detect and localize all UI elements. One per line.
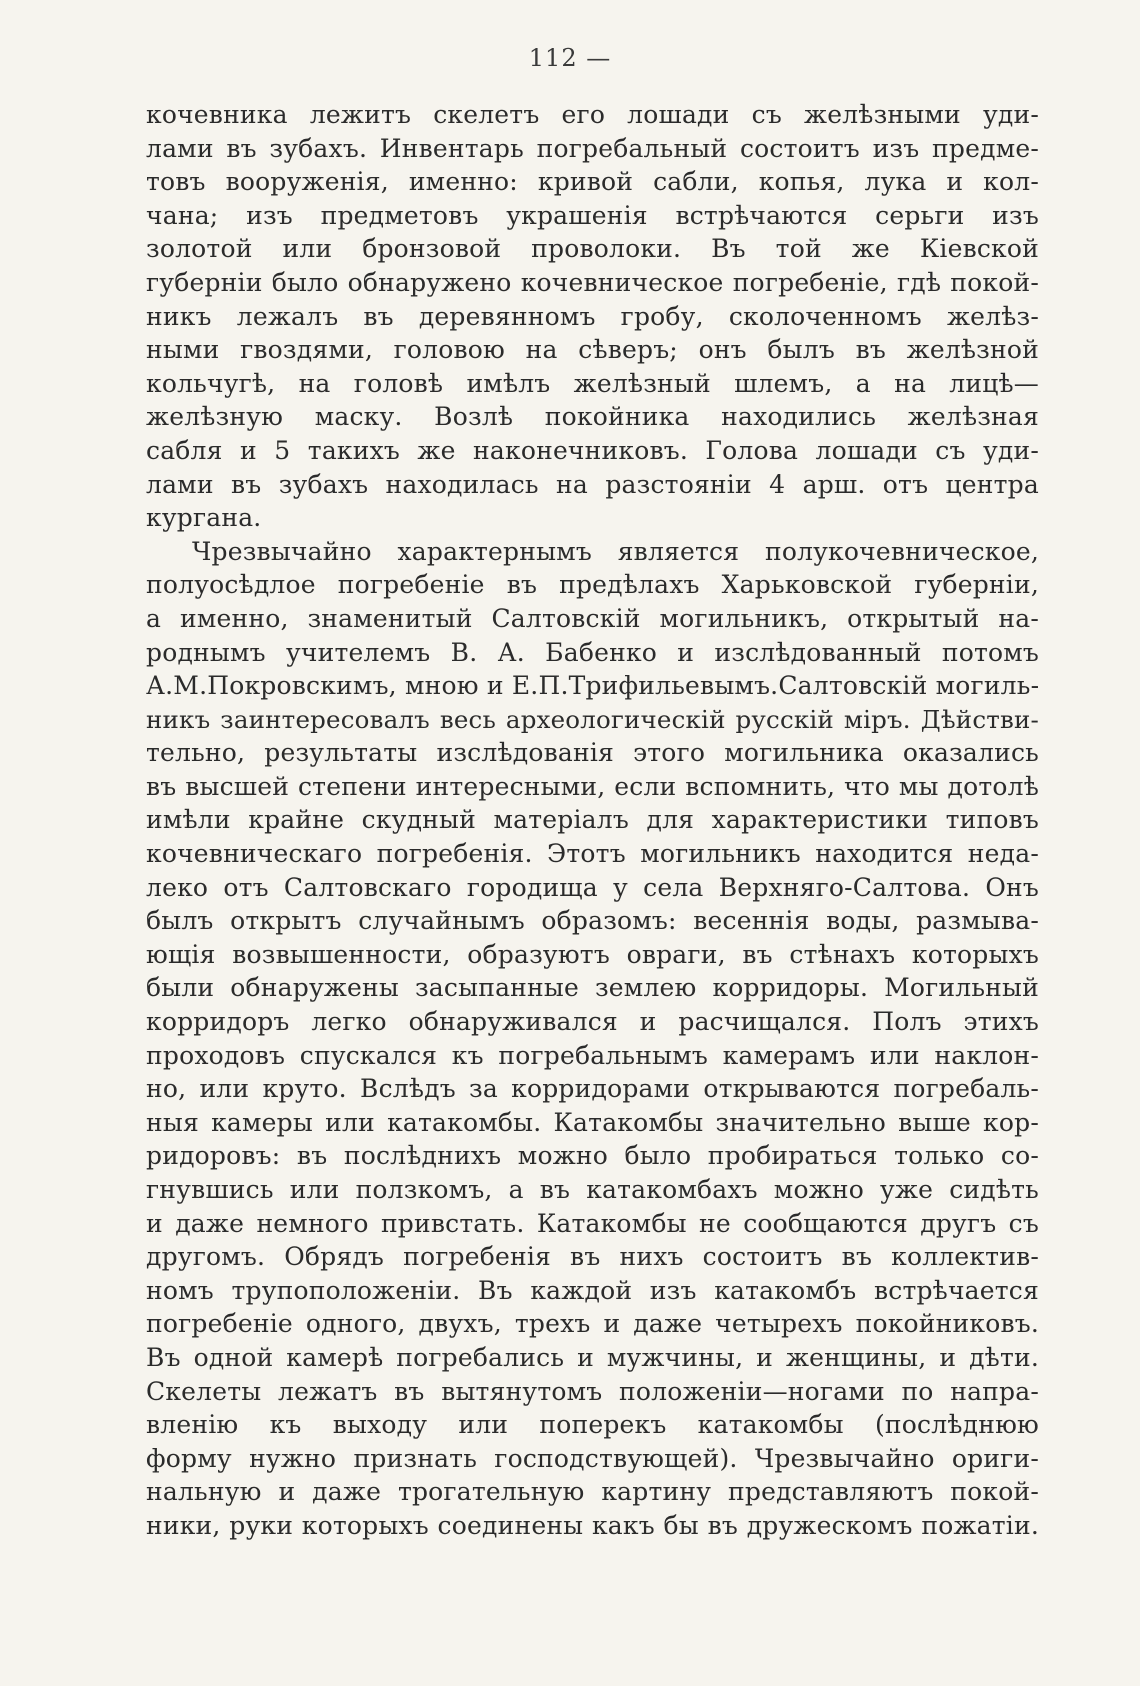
- text-line: кочевническаго погребенія. Этотъ могильникъ находится неда-: [146, 839, 1039, 869]
- page-number: 112 —: [528, 44, 612, 72]
- text-line: сабля и 5 такихъ же наконечниковъ. Голова лошади съ уди-: [146, 435, 1039, 465]
- text-line: корридоръ легко обнаруживался и расчищался. Полъ этихъ: [146, 1007, 1039, 1037]
- text-line: вленію къ выходу или поперекъ катакомбы (послѣднюю: [146, 1410, 1039, 1440]
- body-text: [146, 98, 1039, 1543]
- text-line: тельно, результаты изслѣдованія этого могильника оказались: [146, 738, 1039, 768]
- text-line: товъ вооруженія, именно: кривой сабли, копья, лука и кол-: [146, 167, 1039, 197]
- text-line: погребеніе одного, двухъ, трехъ и даже четырехъ покойниковъ.: [146, 1309, 1039, 1339]
- text-line: другомъ. Обрядъ погребенія въ нихъ состоитъ въ коллектив-: [146, 1242, 1039, 1272]
- text-line: А.М.Покровскимъ, мною и Е.П.Трифильевымъ.Салтовскій могиль-: [146, 671, 1039, 701]
- text-line: но, или круто. Вслѣдъ за корридорами открываются погребаль-: [146, 1074, 1039, 1104]
- text-line: и даже немного привстать. Катакомбы не сообщаются другъ съ: [146, 1208, 1039, 1238]
- text-line: желѣзную маску. Возлѣ покойника находились желѣзная: [146, 402, 1039, 432]
- text-line: чана; изъ предметовъ украшенія встрѣчаются серьги изъ: [146, 200, 1039, 230]
- text-line: Скелеты лежатъ въ вытянутомъ положеніи—ногами по напра-: [146, 1376, 1039, 1406]
- text-line: роднымъ учителемъ В. А. Бабенко и изслѣдованный потомъ: [146, 637, 1039, 667]
- text-line: былъ открытъ случайнымъ образомъ: весеннія воды, размыва-: [146, 906, 1039, 936]
- text-line: имѣли крайне скудный матеріалъ для характеристики типовъ: [146, 805, 1039, 835]
- text-line: лами въ зубахъ. Инвентарь погребальный состоитъ изъ предме-: [146, 133, 1039, 163]
- text-line: въ высшей степени интересными, если вспомнить, что мы дотолѣ: [146, 771, 1039, 801]
- text-line: полуосѣдлое погребеніе въ предѣлахъ Харьковской губерніи,: [146, 570, 1039, 600]
- text-line: ники, руки которыхъ соединены какъ бы въ дружескомъ пожатіи.: [146, 1510, 1039, 1540]
- text-line: золотой или бронзовой проволоки. Въ той же Кіевской: [146, 234, 1039, 264]
- text-line: губерніи было обнаружено кочевническое погребеніе, гдѣ покой-: [146, 267, 1039, 297]
- text-line: лами въ зубахъ находилась на разстояніи 4 арш. отъ центра: [146, 469, 1039, 499]
- text-line: а именно, знаменитый Салтовскій могильникъ, открытый на-: [146, 603, 1039, 633]
- text-line: никъ заинтересовалъ весь археологическій русскій міръ. Дѣйстви-: [146, 704, 1039, 734]
- text-line: ридоровъ: въ послѣднихъ можно было пробираться только со-: [146, 1141, 1039, 1171]
- text-line: Чрезвычайно характернымъ является полукочевническое,: [192, 536, 1039, 566]
- text-line: кургана.: [146, 503, 262, 533]
- text-line: гнувшись или ползкомъ, а въ катакомбахъ можно уже сидѣть: [146, 1175, 1039, 1204]
- text-line: нальную и даже трогательную картину представляютъ покой-: [146, 1477, 1039, 1507]
- text-line: кочевника лежитъ скелетъ его лошади съ желѣзными уди-: [146, 100, 1039, 129]
- text-line: Въ одной камерѣ погребались и мужчины, и женщины, и дѣти.: [146, 1342, 1039, 1372]
- text-line: ющія возвышенности, образуютъ овраги, въ стѣнахъ которыхъ: [146, 939, 1039, 969]
- text-line: проходовъ спускался къ погребальнымъ камерамъ или наклон-: [146, 1040, 1039, 1070]
- text-line: леко отъ Салтовскаго городища у села Верхняго-Салтова. Онъ: [146, 872, 1039, 902]
- text-line: ныя камеры или катакомбы. Катакомбы значительно выше кор-: [146, 1107, 1039, 1137]
- text-line: были обнаружены засыпанные землею корридоры. Могильный: [146, 973, 1039, 1003]
- text-line: форму нужно признать господствующей). Чрезвычайно ориги-: [146, 1443, 1039, 1473]
- text-line: ными гвоздями, головою на сѣверъ; онъ былъ въ желѣзной: [146, 335, 1039, 365]
- text-line: кольчугѣ, на головѣ имѣлъ желѣзный шлемъ, а на лицѣ—: [146, 368, 1039, 398]
- text-line: никъ лежалъ въ деревянномъ гробу, сколоченномъ желѣз-: [146, 301, 1039, 331]
- text-line: номъ трупоположеніи. Въ каждой изъ катакомбъ встрѣчается: [146, 1275, 1039, 1305]
